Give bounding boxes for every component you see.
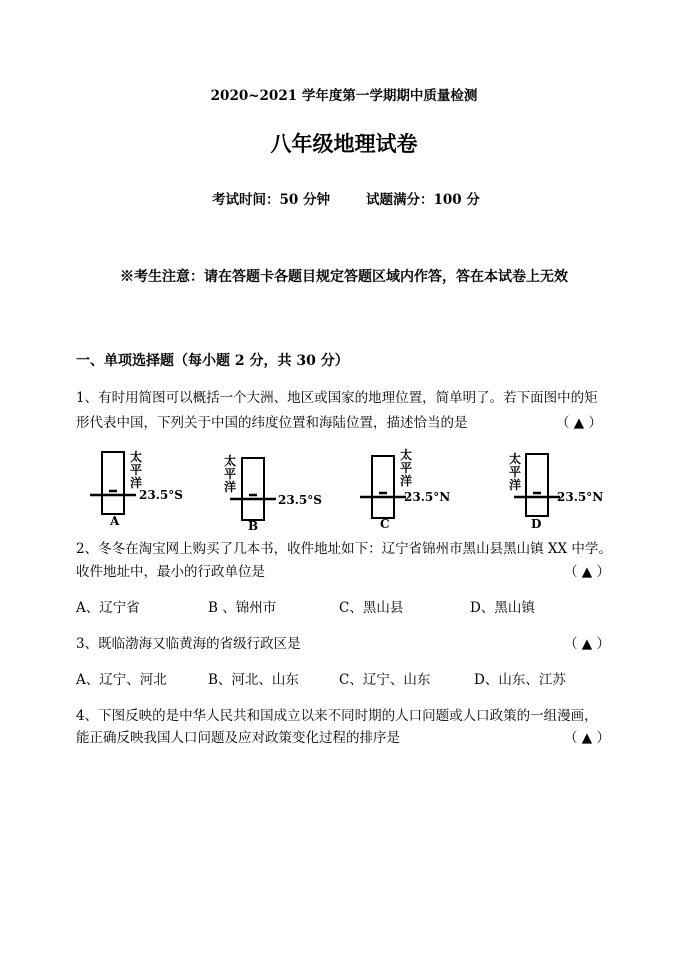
q4-answer-mark: （ ▲ ） [564,730,610,746]
pacific-char-2: 平 [224,467,237,481]
pacific-char-3: 洋 [400,474,413,488]
latitude-figure [60,444,640,536]
q1-answer-mark: （ ▲ ） [556,415,602,431]
q2-line1: 2、冬冬在淘宝网上购买了几本书，收件地址如下：辽宁省锦州市黑山县黑山镇 XX 中学。 [76,541,612,557]
pacific-char-3: 洋 [224,480,237,494]
notice: ※考生注意：请在答题卡各题目规定答题区域内作答，答在本试卷上无效 [120,269,568,285]
q2-option-d: D、黑山镇 [470,600,535,616]
page-title: 八年级地理试卷 [270,131,418,156]
pacific-char-1: 太 [224,454,237,468]
q3-option-a: A、辽宁、河北 [76,672,167,688]
q4-line2: 能正确反映我国人口问题及应对政策变化过程的排序是 [76,730,400,746]
panel-c [360,447,450,531]
exam-time: 考试时间：50 分钟 [212,192,330,208]
q2-option-b: B 、锦州市 [208,600,277,616]
panel-letter: C [380,517,390,531]
lat-label: 23.5°N [557,490,604,504]
q4-line1: 4、下图反映的是中华人民共和国成立以来不同时期的人口问题或人口政策的一组漫画， [76,708,598,724]
lat-label: 23.5°N [404,490,451,504]
q2-option-c: C、黑山县 [339,600,404,616]
pacific-char-2: 平 [130,463,143,477]
pacific-char-1: 太 [130,450,143,464]
q3-line1: 3、既临渤海又临黄海的省级行政区是 [76,636,301,652]
q2-line2: 收件地址中，最小的行政单位是 [76,564,265,580]
q2-answer-mark: （ ▲ ） [564,564,610,580]
q2-option-a: A、辽宁省 [76,600,140,616]
panel-letter: B [248,519,259,533]
pacific-char-2: 平 [400,461,413,475]
section-heading: 一、单项选择题（每小题 2 分，共 30 分） [76,353,349,369]
full-score: 试题满分：100 分 [366,192,480,208]
pacific-char-2: 平 [509,465,522,479]
q1-line1: 1、有时用简图可以概括一个大洲、地区或国家的地理位置，简单明了。若下面图中的矩 [76,390,598,406]
panel-letter: D [531,517,542,531]
panel-a [90,449,183,528]
lat-label: 23.5°S [278,493,322,507]
exam-line: 2020~2021 学年度第一学期期中质量检测 [210,88,478,104]
q3-answer-mark: （ ▲ ） [564,636,610,652]
q3-option-b: B、河北、山东 [208,672,299,688]
q1-line2: 形代表中国，下列关于中国的纬度位置和海陆位置，描述恰当的是 [76,415,468,431]
panel-letter: A [110,514,120,528]
pacific-char-3: 洋 [509,478,522,492]
panel-b [224,453,322,533]
q3-option-c: C、辽宁、山东 [339,672,431,688]
pacific-char-1: 太 [400,448,413,462]
panel-d [509,451,603,531]
pacific-char-3: 洋 [130,476,143,490]
lat-label: 23.5°S [139,488,183,502]
pacific-char-1: 太 [509,452,522,466]
q3-option-d: D、山东、江苏 [474,672,566,688]
